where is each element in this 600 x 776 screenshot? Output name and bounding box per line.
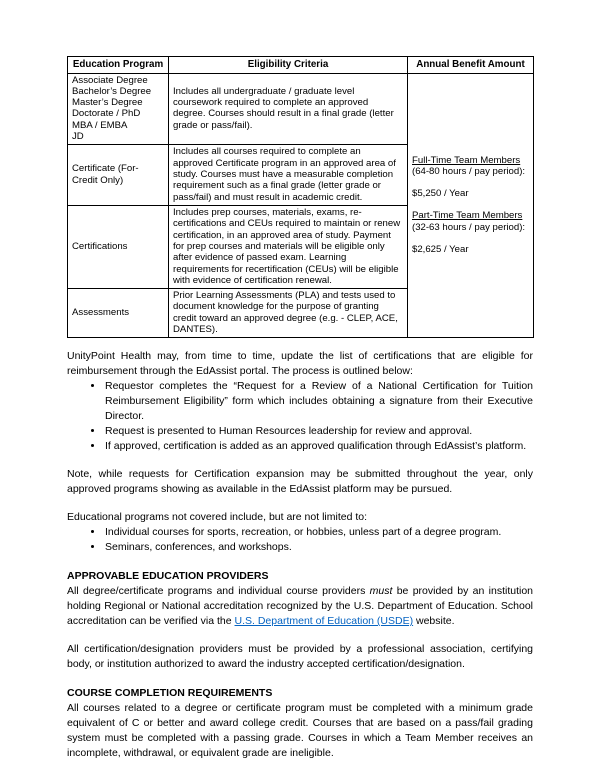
program-line: JD [72,131,84,143]
program-cell-certifications: Certifications [68,205,169,288]
intro-paragraph: UnityPoint Health may, from time to time, update the list of certifications that are eligible for reimbursement through the EdAssist portal. The process is outlined below: [67,350,533,378]
not-covered-intro: Educational programs not covered include, but are not limited to: [67,511,368,524]
program-cell-assessments: Assessments [68,289,169,338]
process-bullet-list [90,379,533,454]
bullet-item: • If approved, certification is added as an approved qualification through EdAssist’s platform. [104,439,533,454]
header-eligibility-criteria: Eligibility Criteria [169,57,408,74]
program-line: Doctorate / PhD [72,108,141,120]
part-time-hours: (32-63 hours / pay period): [412,221,526,233]
criteria-cell-assessments: Prior Learning Assessments (PLA) and tests used to document knowledge for the purpose of granting credit toward an approved degree (e.g. - CLEP, ACE, DANTES). [169,289,408,338]
criteria-cell-degrees: Includes all undergraduate / graduate level coursework required to complete an approved degree. Courses should result in a final grade (letter grade or pass/fail). [169,73,408,145]
full-time-label: Full-Time Team Members [412,154,521,166]
program-line: Master’s Degree [72,97,143,109]
bullet-item: • Individual courses for sports, recreation, or hobbies, unless part of a degree program. [104,525,533,540]
providers-text: All degree/certificate programs and individual course providers [67,585,370,598]
table-row-degrees [68,73,534,145]
program-cell-certificate: Certificate (For-Credit Only) [68,145,169,206]
header-annual-benefit-amount: Annual Benefit Amount [408,57,534,74]
completion-section-heading: COURSE COMPLETION REQUIREMENTS [67,687,273,700]
education-benefits-table [67,56,534,338]
part-time-label: Part-Time Team Members [412,210,523,222]
criteria-cell-certificate: Includes all courses required to complete an approved Certificate program in an approved area of study. Courses must have a measurable completion requirement such as a final grade (letter grade or pass/fail) and must result in academic credit. [169,145,408,206]
header-education-program: Education Program [68,57,169,74]
providers-text: be provided by an institution holding Regional or National accreditation recognized by the U.S. Department of Education. School accreditation can be verified via the [67,585,533,628]
full-time-hours: (64-80 hours / pay period): [412,165,526,177]
certification-providers-paragraph: All certification/designation providers must be provided by a professional association, certifying body, or institution authorized to award the industry accepted certification/designation. [67,643,533,671]
providers-paragraph [67,584,533,629]
emphasis-must: must [369,585,393,598]
bullet-item: • Request is presented to Human Resources leadership for review and approval. [104,424,533,439]
completion-paragraph: All courses related to a degree or certificate program must be completed with a minimum grade equivalent of C or better and award college credit. Courses that are based on a pass/fail grading system must be completed with a passing grade. Courses in which a Team Member receives an incomplete, withdrawal, or equivalent grade are ineligible. [67,702,533,760]
usde-link[interactable]: U.S. Department of Education (USDE) [234,615,414,628]
not-covered-bullet-list [90,525,533,555]
full-time-amount: $5,250 / Year [412,188,469,200]
annual-benefit-cell [408,73,534,338]
program-cell-degrees [68,73,169,145]
note-paragraph: Note, while requests for Certification expansion may be submitted throughout the year, only approved programs showing as available in the EdAssist platform may be pursued. [67,468,533,496]
program-line: MBA / EMBA [72,119,128,131]
criteria-cell-certifications: Includes prep courses, materials, exams, re-certifications and CEUs required to maintain or renew certification, in an approved area of study. Payment for prep courses and materials will be eligible only after evidence of passed exam. Learning requirements for recertification (CEUs) will be eligible with evidence of certification renewal. [169,205,408,288]
providers-text: website. [413,615,455,628]
bullet-item: • Seminars, conferences, and workshops. [104,540,533,555]
table-header-row [68,57,534,74]
program-line: Bachelor’s Degree [72,85,152,97]
program-line: Associate Degree [72,74,148,86]
bullet-item: • Requestor completes the “Request for a Review of a National Certification for Tuition Reimbursement Eligibility” form which includes obtaining a signature from their Executive Director. [104,379,533,424]
part-time-amount: $2,625 / Year [412,244,469,256]
providers-section-heading: APPROVABLE EDUCATION PROVIDERS [67,570,269,583]
